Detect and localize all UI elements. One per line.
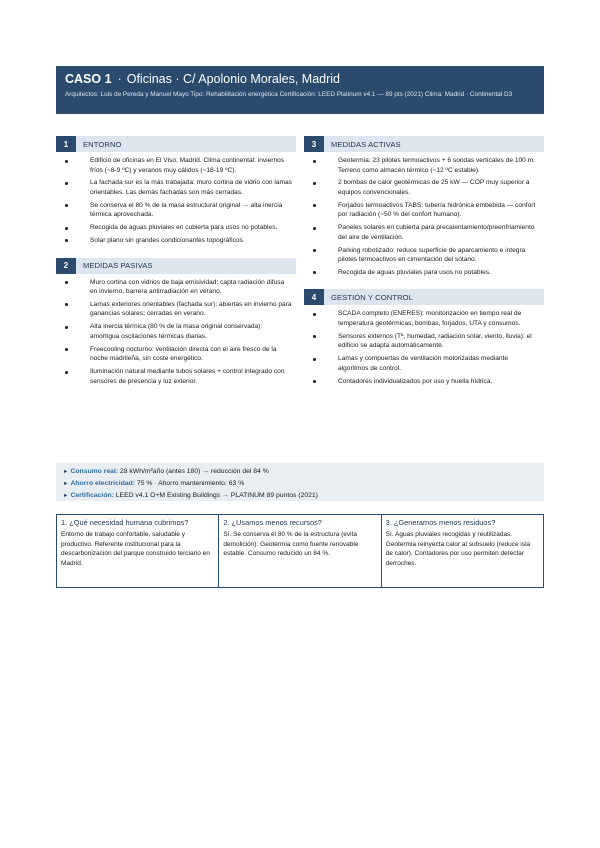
list-item: SCADA completo (ENERES): monitorización en tiempo real de temperatura geotérmicas, bombas, forjados, UTA y consumos. (338, 309, 544, 328)
section-header (56, 258, 296, 274)
question-cell (57, 515, 219, 587)
question-title: 2. ¿Usamos menos recursos? (223, 518, 322, 527)
metric-certificacion (63, 490, 544, 502)
question-answer: Sí. Aguas pluviales recogidas y reutilizadas. Geotermia reinyecta calor al subsuelo (reduce isla de calor). Contadores por uso permiten detectar derroches. (385, 531, 531, 567)
arrow-right-icon: ► (63, 481, 69, 487)
question-cell (382, 515, 543, 587)
list-item: Muro cortina con vidrios de baja emisividad: capta radiación difusa en invierno, barrera antirradiación en verano. (90, 278, 296, 297)
case-number: CASO 1 (65, 72, 112, 86)
case-header (56, 66, 544, 114)
case-title: Oficinas · C/ Apolonio Morales, Madrid (126, 72, 340, 86)
section-title: ENTORNO (83, 139, 122, 149)
questions-grid (56, 514, 544, 588)
list-item: Iluminación natural mediante tubos solares + control integrado con sensores de presencia y luz exterior. (90, 367, 296, 386)
case-subtitle: Arquitectos: Luis de Pereda y Manuel Mayo Tipo: Rehabilitación energética Certificación: LEED Platinum v4.1 — 89 pts (2021) Clima: Madrid · Continental D3 (65, 91, 513, 98)
section-list (304, 309, 544, 386)
list-item: Se conserva el 80 % de la masa estructural original → alta inercia térmica aprovechada. (90, 201, 296, 220)
metric-value: 28 kWh/m²año (antes 180) → reducción del 84 % (118, 468, 269, 475)
metric-value: LEED v4.1 O+M Existing Buildings → PLATINUM 89 puntos (2021) (113, 492, 318, 499)
section-number: 4 (304, 289, 324, 305)
metric-label: Ahorro electricidad: (70, 480, 136, 487)
question-title: 3. ¿Generamos menos residuos? (385, 518, 496, 527)
section-title: MEDIDAS ACTIVAS (331, 139, 401, 149)
section-list (304, 156, 544, 277)
section-title: GESTIÓN Y CONTROL (331, 292, 414, 302)
section-number: 3 (304, 136, 324, 152)
list-item: Solar plano sin grandes condicionantes topográficos. (90, 236, 296, 246)
metric-consumo (63, 466, 544, 478)
left-column (56, 136, 296, 398)
list-item: La fachada sur es la más trabajada: muro cortina de vidrio con lamas orientables. Las demás fachadas son más cerradas. (90, 178, 296, 197)
list-item: Lamas y compuertas de ventilación motorizadas mediante algoritmos de control. (338, 354, 544, 373)
list-item: Parking robotizado: reduce superficie de aparcamiento e integra pilotes termoactivos en cimentación del sótano. (338, 246, 544, 265)
question-cell (219, 515, 381, 587)
list-item: Geotermia: 23 pilotes termoactivos + 6 sondas verticales de 100 m. Terreno como almacén térmico (~12 ºC estable). (338, 156, 544, 175)
title-separator: · (117, 72, 122, 86)
list-item: Freecooling nocturno: ventilación directa con el aire fresco de la noche madrileña, sin coste energético. (90, 345, 296, 364)
list-item: Paneles solares en cubierta para precalentamiento/preenfriamiento del aire de ventilación. (338, 223, 544, 242)
list-item: Forjados termoactivos TABS: tubería hidrónica embebida — confort por radiación (~50 % del confort humano). (338, 201, 544, 220)
section-medidas-activas (304, 136, 544, 277)
list-item: Sensores externos (Tª, humedad, radiación solar, viento, lluvia): el edificio se adapta automáticamente. (338, 332, 544, 351)
list-item: Alta inercia térmica (80 % de la masa original conservada): amortigua oscilaciones térmicas diarias. (90, 322, 296, 341)
section-number: 1 (56, 136, 76, 152)
section-header (304, 289, 544, 305)
metrics-box (56, 463, 544, 501)
section-title: MEDIDAS PASIVAS (83, 261, 153, 270)
metric-label: Consumo real: (70, 468, 119, 475)
metric-label: Certificación: (70, 492, 114, 499)
arrow-right-icon: ► (63, 469, 69, 475)
right-column (304, 136, 544, 398)
section-entorno (56, 136, 296, 246)
list-item: Recogida de aguas pluviales para usos no potables. (338, 268, 544, 278)
section-list (56, 156, 296, 246)
arrow-right-icon: ► (63, 493, 69, 499)
list-item: Edificio de oficinas en El Viso, Madrid. Clima continental: inviernos fríos (~8-9 ºC) y veranos muy cálidos (~18-19 ºC). (90, 156, 296, 175)
section-header (56, 136, 296, 152)
metric-ahorro (63, 478, 544, 490)
question-title: 1. ¿Qué necesidad humana cubrimos? (61, 518, 189, 527)
list-item: Recogida de aguas pluviales en cubierta para usos no potables. (90, 223, 296, 233)
case-title-line (65, 72, 535, 87)
section-header (304, 136, 544, 152)
section-medidas-pasivas (56, 258, 296, 387)
list-item: Lamas exteriores orientables (fachada sur): abiertas en invierno para ganancias solares; cerradas en verano. (90, 300, 296, 319)
metric-value: 75 % · Ahorro mantenimiento: 63 % (135, 480, 245, 487)
list-item: Contadores individualizados por uso y huella hídrica. (338, 377, 544, 387)
question-answer: Entorno de trabajo confortable, saludable y productivo. Referente institucional para la descarbonización del parque construido terciario en Madrid. (61, 531, 210, 567)
section-gestion-control (304, 289, 544, 386)
list-item: 2 bombas de calor geotérmicas de 25 kW — COP muy superior a equipos convencionales. (338, 178, 544, 197)
section-list (56, 278, 296, 387)
question-answer: Sí. Se conserva el 80 % de la estructura (evita demolición). Geotermia como fuente renovable estable. Consumo reducido un 84 %. (223, 531, 359, 558)
section-number: 2 (56, 258, 76, 274)
